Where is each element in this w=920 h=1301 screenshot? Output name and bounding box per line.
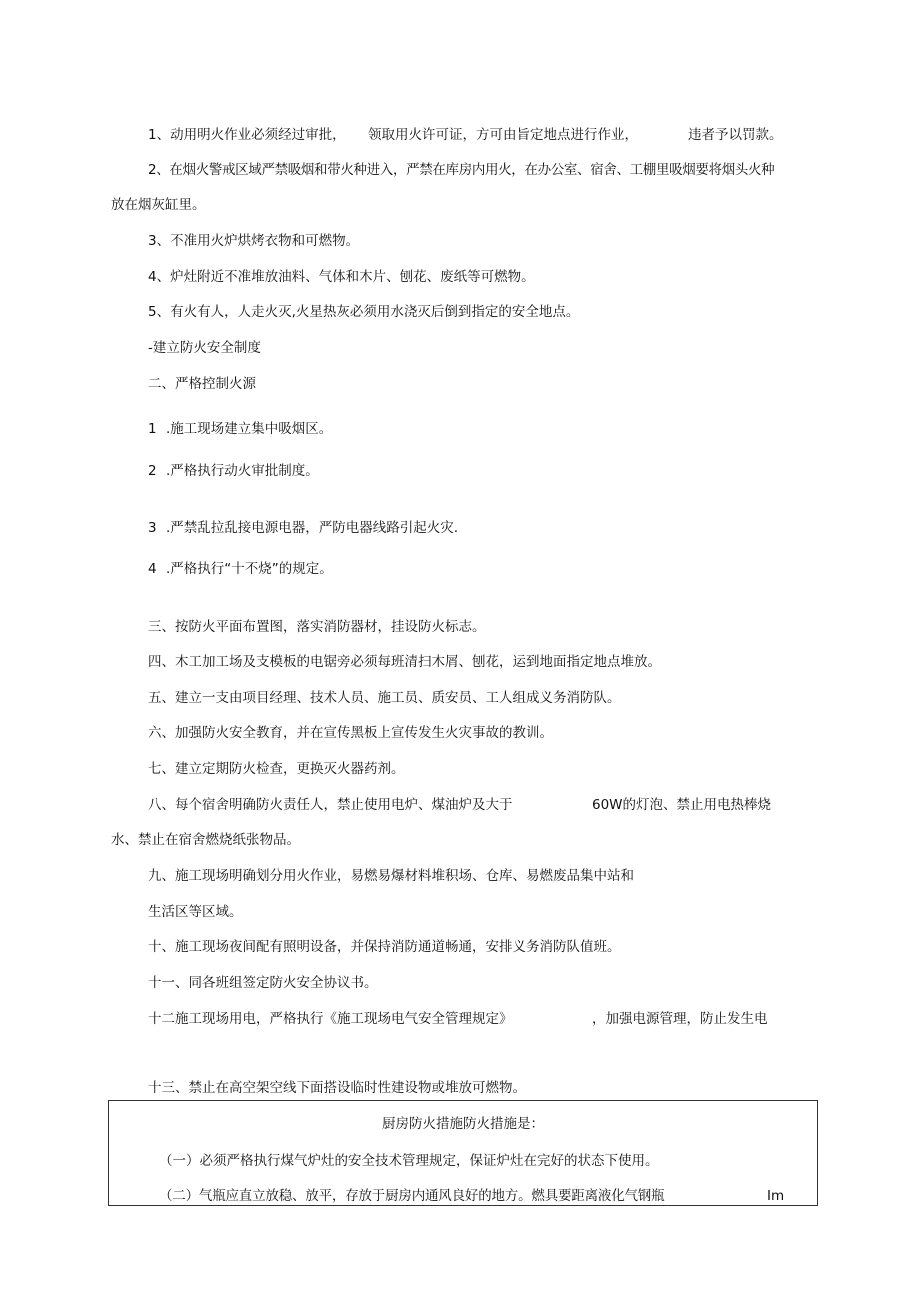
rule-section-9-line-1: 九、施工现场明确划分用火作业，易燃易爆材料堆积场、仓库、易燃废品集中站和	[148, 868, 634, 884]
fire-source-item-3: .严禁乱拉乱接电源电器，严防电器线路引起火灾.	[166, 520, 459, 536]
fire-source-item-2: .严格执行动火审批制度。	[166, 463, 319, 479]
section-fire-safety-system: -建立防火安全制度	[148, 340, 261, 356]
fire-source-number-2: 2	[148, 463, 157, 479]
fire-source-item-1: .施工现场建立集中吸烟区。	[166, 421, 333, 437]
section-control-fire-source: 二、严格控制火源	[148, 376, 256, 392]
rule-section-8-part-2: 60W的灯泡、禁止用电热棒烧	[592, 797, 772, 813]
rule-section-10: 十、施工现场夜间配有照明设备，并保持消防通道畅通，安排义务消防队值班。	[148, 939, 621, 955]
rule-section-6: 六、加强防火安全教育，并在宣传黑板上宣传发生火灾事故的教训。	[148, 725, 553, 741]
rule-section-8-part-1: 八、每个宿舍明确防火责任人，禁止使用电炉、煤油炉及大于	[148, 797, 513, 813]
rule-section-12-part-1: 十二施工现场用电，严格执行《施工现场电气安全管理规定》	[148, 1011, 513, 1027]
rule-5: 5、有火有人，人走火灭,火星热灰必须用水浇灭后倒到指定的安全地点。	[148, 304, 580, 320]
rule-section-9-line-2: 生活区等区域。	[148, 904, 243, 920]
rule-section-4: 四、木工加工场及支模板的电锯旁必须每班清扫木屑、刨花，运到地面指定地点堆放。	[148, 654, 661, 670]
rule-1-part-1: 1、动用明火作业必须经过审批，	[148, 127, 346, 143]
fire-source-number-3: 3	[148, 520, 157, 536]
rule-3: 3、不准用火炉烘烤衣物和可燃物。	[148, 233, 360, 249]
rule-section-8-line-2: 水、禁止在宿舍燃烧纸张物品。	[111, 832, 300, 848]
rule-section-3: 三、按防火平面布置图，落实消防器材，挂设防火标志。	[148, 619, 486, 635]
fire-source-item-4: .严格执行“十不烧”的规定。	[166, 561, 333, 577]
kitchen-measure-2-part-2: Im	[767, 1188, 785, 1204]
rule-1-part-2: 领取用火许可证，方可由旨定地点进行作业，	[368, 127, 638, 143]
fire-source-number-4: 4	[148, 561, 157, 577]
rule-section-13: 十三、禁止在高空架空线下面搭设临时性建设物或堆放可燃物。	[148, 1080, 526, 1096]
kitchen-measure-2-part-1: （二）气瓶应直立放稳、放平，存放于厨房内通风良好的地方。燃具要距离液化气钢瓶	[159, 1188, 665, 1204]
fire-source-number-1: 1	[148, 421, 157, 437]
rule-4: 4、炉灶附近不准堆放油料、气体和木片、刨花、废纸等可燃物。	[148, 269, 535, 285]
rule-section-7: 七、建立定期防火检查，更换灭火器药剂。	[148, 761, 405, 777]
rule-1-part-3: 违者予以罚款。	[688, 127, 783, 143]
rule-section-11: 十一、同各班组签定防火安全协议书。	[148, 975, 378, 991]
rule-section-5: 五、建立一支由项目经理、技术人员、施工员、质安员、工人组成义务消防队。	[148, 690, 621, 706]
rule-2-line-2: 放在烟灰缸里。	[111, 197, 206, 213]
rule-2-line-1: 2、在烟火警戒区域严禁吸烟和带火种进入，严禁在库房内用火，在办公室、宿舍、工棚里吸烟要将烟头火种	[148, 162, 775, 178]
kitchen-measure-1: （一）必须严格执行煤气炉灶的安全技术管理规定，保证炉灶在完好的状态下使用。	[159, 1153, 659, 1169]
kitchen-title: 厨房防火措施防火措施是：	[382, 1116, 544, 1132]
kitchen-fire-measures-box	[108, 1100, 818, 1206]
rule-section-12-part-2: ，加强电源管理，防止发生电	[592, 1011, 768, 1027]
